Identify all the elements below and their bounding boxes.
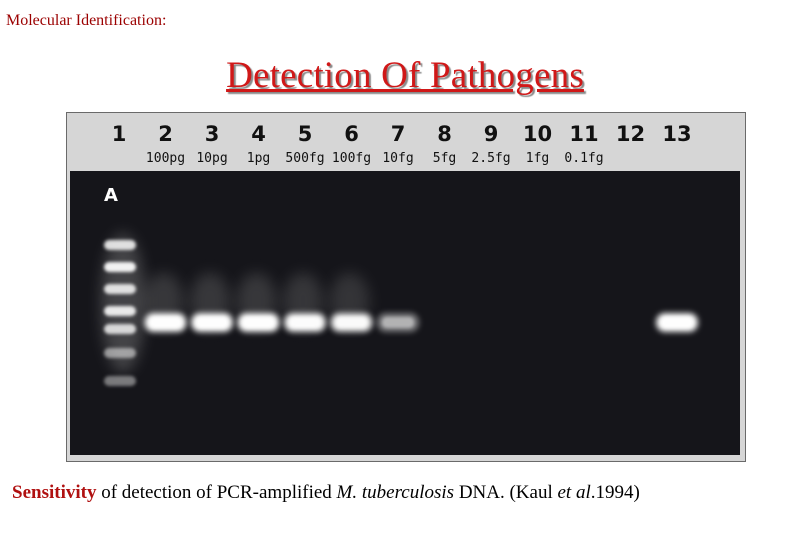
gel-image — [66, 112, 746, 462]
gel-electrophoresis-figure — [67, 113, 745, 461]
dna-band-core — [289, 317, 321, 328]
lane-number: 5 — [297, 122, 313, 146]
figure-caption — [12, 482, 810, 504]
lane-amount: 5fg — [432, 151, 457, 166]
dna-band-core — [150, 317, 182, 328]
lane-amount: 10fg — [382, 151, 414, 166]
dna-band-core — [243, 317, 275, 328]
caption-etal: et al — [557, 482, 591, 503]
ladder-band — [104, 240, 136, 250]
dna-band-core — [382, 317, 414, 328]
lane-amount: 2.5fg — [471, 151, 511, 166]
ladder-band — [104, 262, 136, 272]
lane-number: 10 — [522, 122, 553, 146]
dna-band-core — [661, 317, 693, 328]
lane-amount: 500fg — [285, 151, 325, 166]
marker-letter: A — [104, 185, 118, 206]
ladder-band — [104, 284, 136, 294]
lane-number: 9 — [483, 122, 499, 146]
slide-title: Detection Of Pathogens — [226, 55, 584, 96]
ladder-band — [104, 376, 136, 386]
section-label: Molecular Identification: — [6, 12, 167, 29]
lane-amount: 10pg — [196, 151, 228, 166]
lane-amount: 0.1fg — [564, 151, 604, 166]
lane-number: 1 — [111, 122, 127, 146]
ladder-band — [104, 348, 136, 358]
dna-band-core — [336, 317, 368, 328]
lane-amount: 100pg — [145, 151, 186, 166]
lane-number: 13 — [662, 122, 692, 146]
lane-amount: 1pg — [246, 151, 271, 166]
ladder-band — [104, 306, 136, 316]
lane-number: 11 — [569, 122, 599, 146]
lane-number: 8 — [437, 122, 452, 146]
lane-number: 3 — [204, 122, 220, 146]
dna-band-core — [196, 317, 228, 328]
caption-highlight: Sensitivity — [12, 482, 97, 503]
lane-number: 4 — [251, 122, 266, 146]
caption-text-1: of detection of PCR-amplified — [96, 482, 337, 503]
ladder-band — [104, 324, 136, 334]
lane-number: 6 — [344, 122, 359, 146]
lane-number: 7 — [390, 122, 406, 146]
caption-text-2: DNA. (Kaul — [454, 482, 558, 503]
lane-number: 12 — [615, 122, 646, 146]
lane-amount: 1fg — [525, 151, 550, 166]
caption-text-3: .1994) — [590, 482, 640, 503]
caption-species: M. tuberculosis — [336, 482, 455, 503]
lane-amount: 100fg — [331, 151, 372, 166]
lane-number: 2 — [158, 122, 173, 146]
